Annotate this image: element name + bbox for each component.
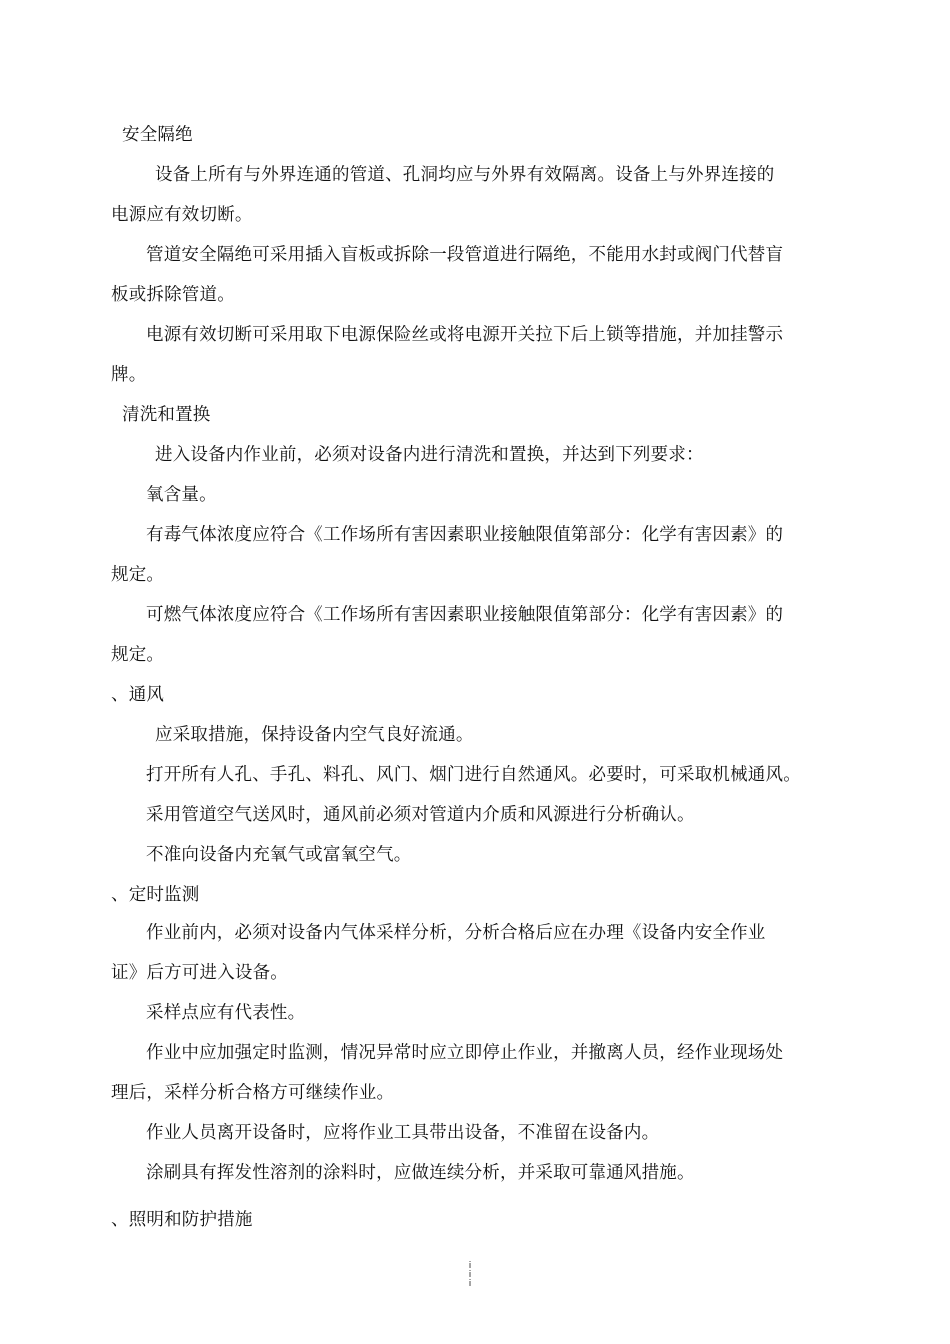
paragraph-line: 可燃气体浓度应符合《工作场所有害因素职业接触限值第部分：化学有害因素》的 [146,605,784,625]
paragraph-line: 进入设备内作业前，必须对设备内进行清洗和置换，并达到下列要求： [155,445,704,465]
paragraph-line: 作业中应加强定时监测，情况异常时应立即停止作业，并撤离人员，经作业现场处 [146,1043,784,1063]
paragraph-line: 牌。 [111,365,147,385]
paragraph-line: 作业人员离开设备时，应将作业工具带出设备，不准留在设备内。 [146,1123,660,1143]
paragraph-line: 设备上所有与外界连通的管道、孔洞均应与外界有效隔离。设备上与外界连接的 [155,165,775,185]
paragraph-line: 氧含量。 [146,485,217,505]
paragraph-line: 电源应有效切断。 [111,205,253,225]
paragraph-line: 打开所有人孔、手孔、料孔、风门、烟门进行自然通风。必要时，可采取机械通风。 [146,765,801,785]
paragraph-line: 证》后方可进入设备。 [111,963,288,983]
paragraph-line: 涂刷具有挥发性溶剂的涂料时，应做连续分析，并采取可靠通风措施。 [146,1163,695,1183]
page-number-char: i [468,1279,472,1289]
paragraph-line: 规定。 [111,565,165,585]
paragraph-line: 管道安全隔绝可采用插入盲板或拆除一段管道进行隔绝，不能用水封或阀门代替盲 [146,245,784,265]
page-number [466,1262,474,1289]
section-heading-cleaning: 清洗和置换 [122,405,211,425]
paragraph-line: 电源有效切断可采用取下电源保险丝或将电源开关拉下后上锁等措施，并加挂警示 [146,325,784,345]
section-heading-lighting: 、照明和防护措施 [111,1210,253,1230]
section-heading-ventilation: 、通风 [111,685,165,705]
page-number-char: i [468,1261,472,1271]
paragraph-line: 规定。 [111,645,165,665]
paragraph-line: 作业前内，必须对设备内气体采样分析，分析合格后应在办理《设备内安全作业 [146,923,766,943]
paragraph-line: 理后，采样分析合格方可继续作业。 [111,1083,395,1103]
paragraph-line: 采用管道空气送风时，通风前必须对管道内介质和风源进行分析确认。 [146,805,695,825]
paragraph-line: 板或拆除管道。 [111,285,235,305]
section-heading-monitoring: 、定时监测 [111,885,200,905]
paragraph-line: 有毒气体浓度应符合《工作场所有害因素职业接触限值第部分：化学有害因素》的 [146,525,784,545]
paragraph-line: 采样点应有代表性。 [146,1003,306,1023]
page-number-char: i [468,1270,472,1280]
section-heading-isolation: 安全隔绝 [122,125,193,145]
paragraph-line: 不准向设备内充氧气或富氧空气。 [146,845,412,865]
paragraph-line: 应采取措施，保持设备内空气良好流通。 [155,725,474,745]
